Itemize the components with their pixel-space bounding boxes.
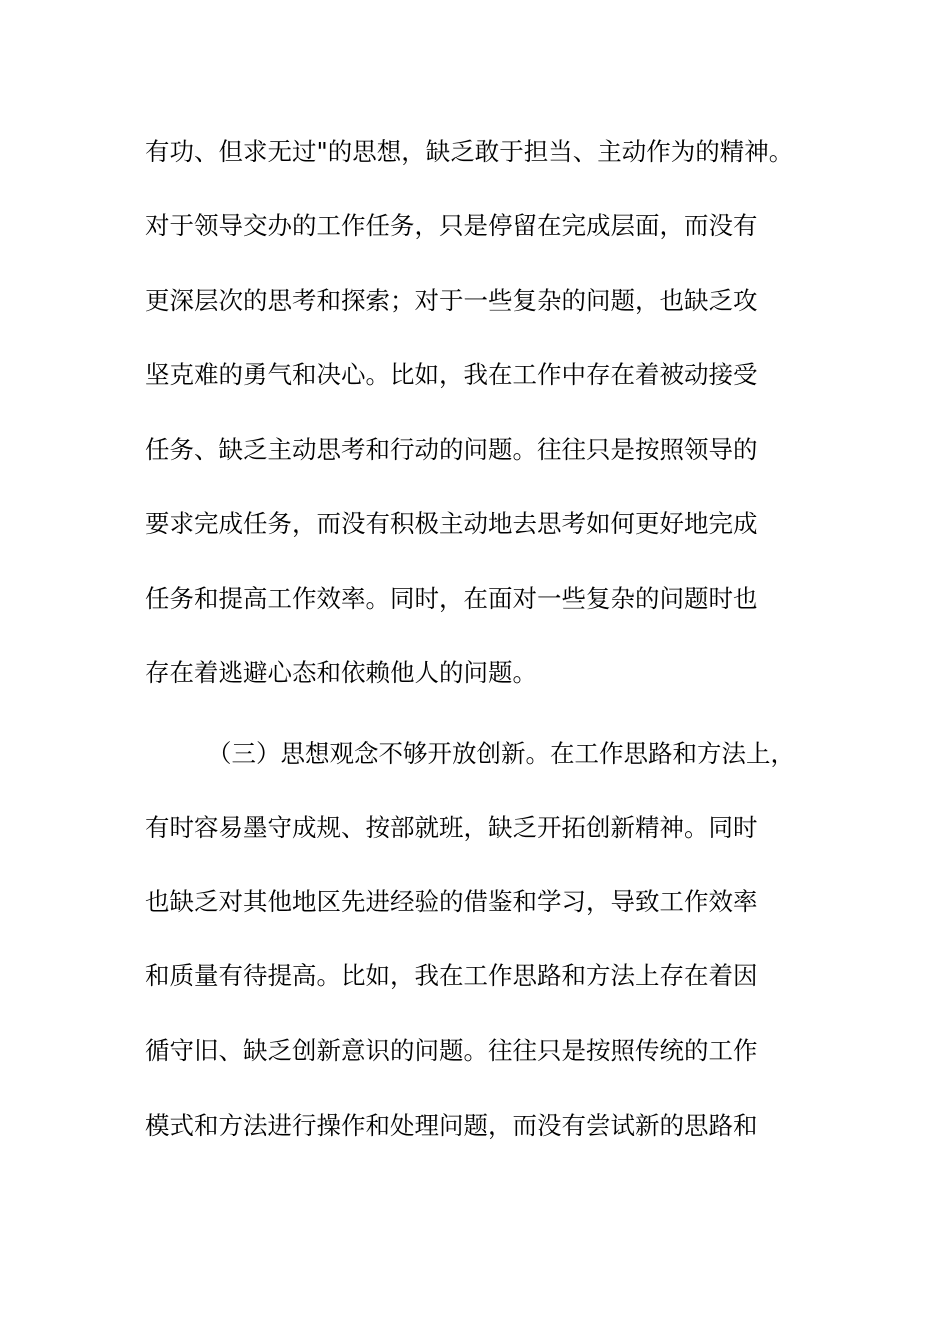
text-line: 更深层次的思考和探索；对于一些复杂的问题，也缺乏攻 [145,286,758,315]
text-line: 有时容易墨守成规、按部就班，缺乏开拓创新精神。同时 [145,813,758,842]
text-line: 任务、缺乏主动思考和行动的问题。往往只是按照领导的 [145,435,758,464]
section-heading-line: （三）思想观念不够开放创新。在工作思路和方法上， [207,739,795,768]
text-line: 要求完成任务，而没有积极主动地去思考如何更好地完成 [145,509,758,538]
text-line: 模式和方法进行操作和处理问题，而没有尝试新的思路和 [145,1111,758,1140]
text-line: 坚克难的勇气和决心。比如，我在工作中存在着被动接受 [145,360,758,389]
text-line: 也缺乏对其他地区先进经验的借鉴和学习，导致工作效率 [145,887,758,916]
text-line: 有功、但求无过"的思想，缺乏敢于担当、主动作为的精神。 [145,137,794,166]
text-line: 对于领导交办的工作任务，只是停留在完成层面，而没有 [145,211,758,240]
text-line: 循守旧、缺乏创新意识的问题。往往只是按照传统的工作 [145,1036,758,1065]
text-line: 任务和提高工作效率。同时，在面对一些复杂的问题时也 [145,584,758,613]
text-line: 和质量有待提高。比如，我在工作思路和方法上存在着因 [145,961,758,990]
text-line: 存在着逃避心态和依赖他人的问题。 [145,658,537,687]
